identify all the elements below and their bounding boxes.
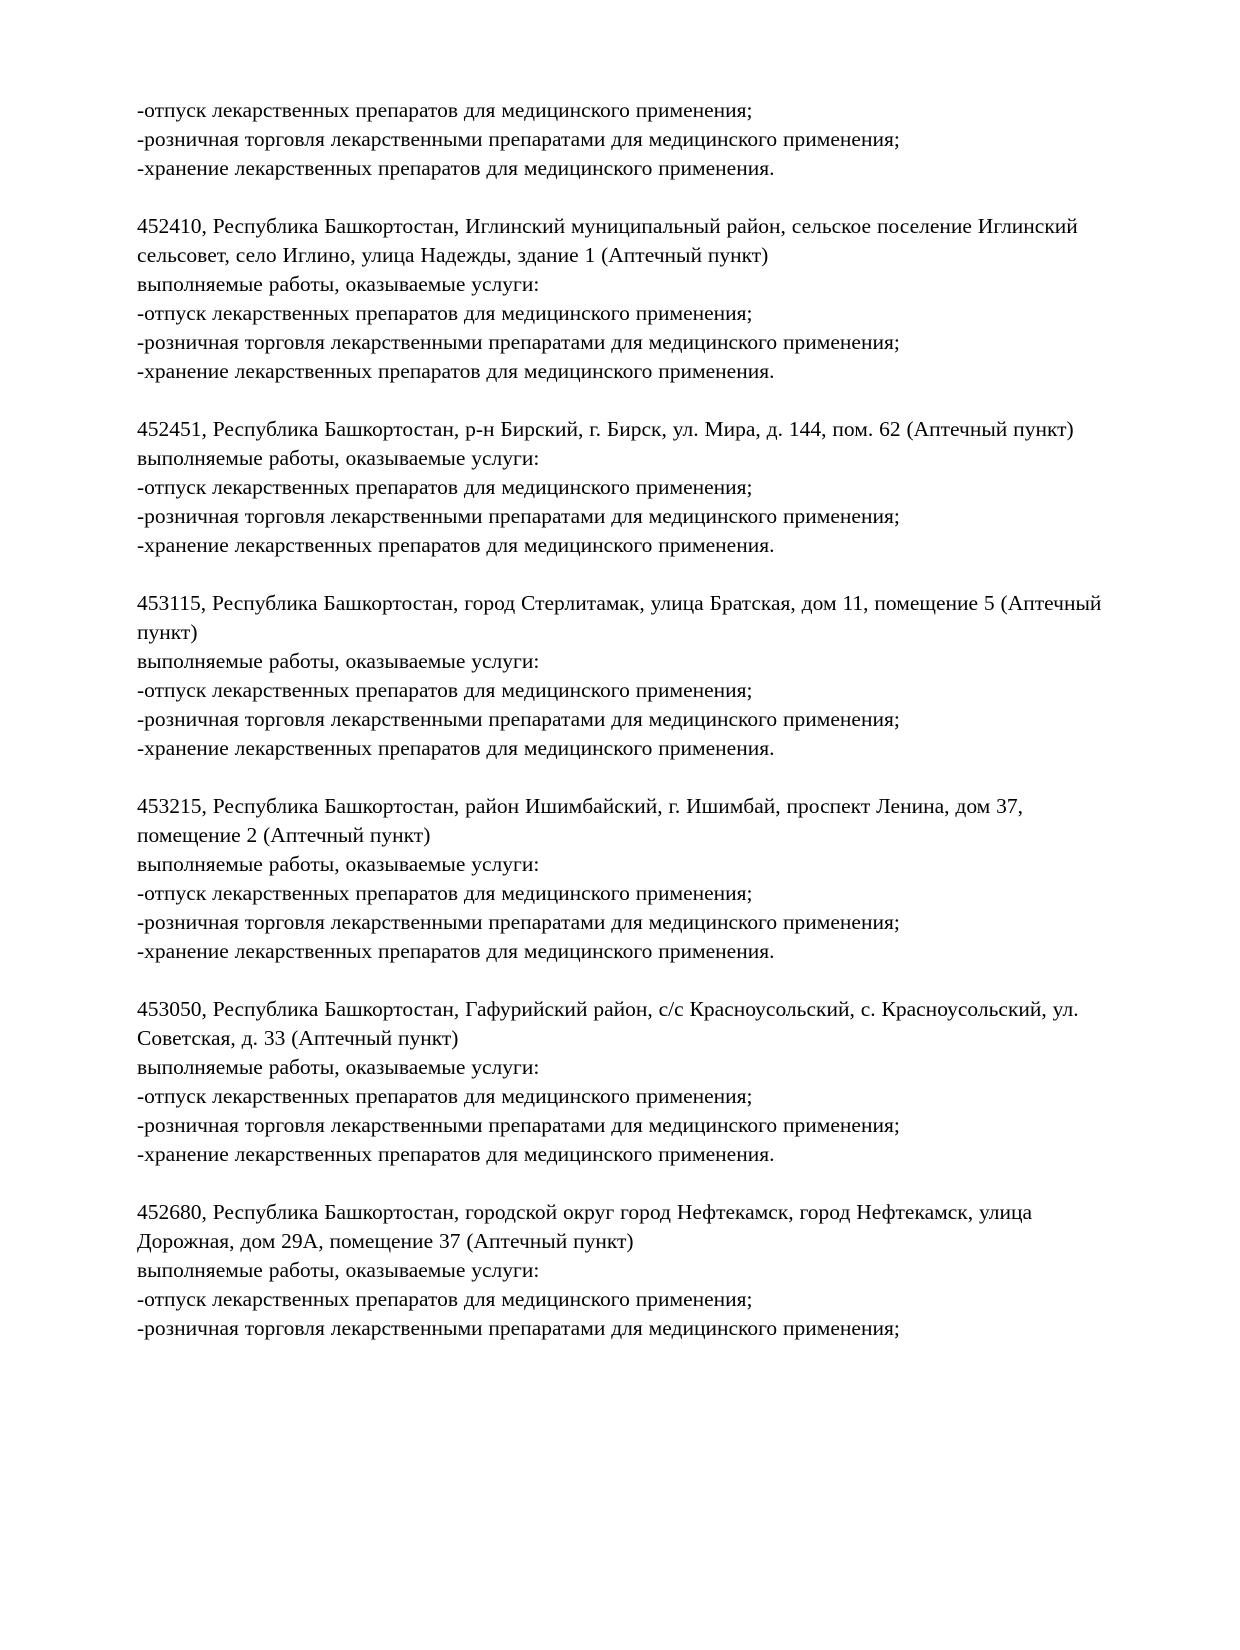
- license-entry: [137, 212, 1115, 386]
- license-entry: [137, 415, 1115, 560]
- document-content: [137, 96, 1115, 1372]
- entry-address: 452680, Республика Башкортостан, городской округ город Нефтекамск, город Нефтекамск, улица Дорожная, дом 29А, помещение 37 (Аптечный пункт): [137, 1200, 1033, 1253]
- service-line: -хранение лекарственных препаратов для медицинского применения.: [137, 533, 775, 557]
- service-line: -отпуск лекарственных препаратов для медицинского применения;: [137, 1084, 753, 1108]
- service-line: -розничная торговля лекарственными препаратами для медицинского применения;: [137, 504, 900, 528]
- service-line: -отпуск лекарственных препаратов для медицинского применения;: [137, 475, 753, 499]
- works-label: выполняемые работы, оказываемые услуги:: [137, 1258, 540, 1282]
- intro-services-paragraph: [137, 96, 1115, 183]
- service-line: -розничная торговля лекарственными препаратами для медицинского применения;: [137, 1316, 900, 1340]
- entry-address: 452451, Республика Башкортостан, р-н Бирский, г. Бирск, ул. Мира, д. 144, пом. 62 (Аптечный пункт): [137, 417, 1074, 441]
- works-label: выполняемые работы, оказываемые услуги:: [137, 1055, 540, 1079]
- license-entry: [137, 995, 1115, 1169]
- service-line: -хранение лекарственных препаратов для медицинского применения.: [137, 736, 775, 760]
- service-line: -розничная торговля лекарственными препаратами для медицинского применения;: [137, 330, 900, 354]
- service-line: -отпуск лекарственных препаратов для медицинского применения;: [137, 98, 753, 122]
- service-line: -хранение лекарственных препаратов для медицинского применения.: [137, 359, 775, 383]
- service-line: -отпуск лекарственных препаратов для медицинского применения;: [137, 1287, 753, 1311]
- service-line: -розничная торговля лекарственными препаратами для медицинского применения;: [137, 127, 900, 151]
- service-line: -отпуск лекарственных препаратов для медицинского применения;: [137, 881, 753, 905]
- entry-address: 453115, Республика Башкортостан, город Стерлитамак, улица Братская, дом 11, помещение 5 (Аптечный пункт): [137, 591, 1102, 644]
- service-line: -розничная торговля лекарственными препаратами для медицинского применения;: [137, 707, 900, 731]
- service-line: -отпуск лекарственных препаратов для медицинского применения;: [137, 678, 753, 702]
- works-label: выполняемые работы, оказываемые услуги:: [137, 446, 540, 470]
- works-label: выполняемые работы, оказываемые услуги:: [137, 649, 540, 673]
- license-entry: [137, 1198, 1115, 1343]
- service-line: -розничная торговля лекарственными препаратами для медицинского применения;: [137, 910, 900, 934]
- entry-address: 452410, Республика Башкортостан, Иглинский муниципальный район, сельское поселение Иглинский сельсовет, село Иглино, улица Надежды, здание 1 (Аптечный пункт): [137, 214, 1078, 267]
- entry-address: 453215, Республика Башкортостан, район Ишимбайский, г. Ишимбай, проспект Ленина, дом 37, помещение 2 (Аптечный пункт): [137, 794, 1024, 847]
- license-entry: [137, 589, 1115, 763]
- service-line: -хранение лекарственных препаратов для медицинского применения.: [137, 156, 775, 180]
- service-line: -хранение лекарственных препаратов для медицинского применения.: [137, 939, 775, 963]
- service-line: -отпуск лекарственных препаратов для медицинского применения;: [137, 301, 753, 325]
- entry-address: 453050, Республика Башкортостан, Гафурийский район, с/с Красноусольский, с. Красноусольский, ул. Советская, д. 33 (Аптечный пункт): [137, 997, 1079, 1050]
- works-label: выполняемые работы, оказываемые услуги:: [137, 272, 540, 296]
- service-line: -розничная торговля лекарственными препаратами для медицинского применения;: [137, 1113, 900, 1137]
- service-line: -хранение лекарственных препаратов для медицинского применения.: [137, 1142, 775, 1166]
- works-label: выполняемые работы, оказываемые услуги:: [137, 852, 540, 876]
- license-entry: [137, 792, 1115, 966]
